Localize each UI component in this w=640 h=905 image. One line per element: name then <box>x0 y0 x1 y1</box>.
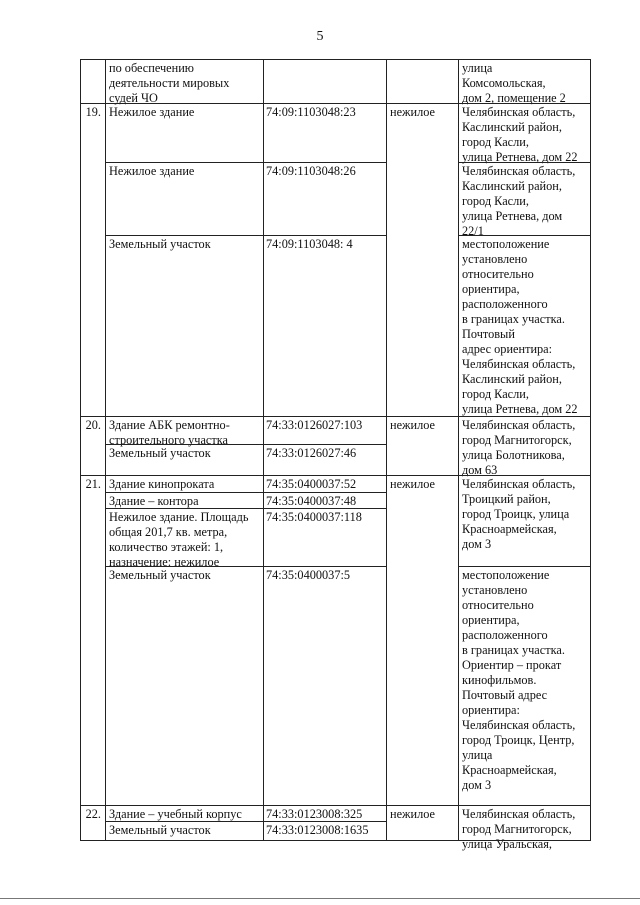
table-rule <box>458 566 591 567</box>
table-rule <box>80 59 591 60</box>
column-rule <box>263 59 264 840</box>
page-number: 5 <box>316 29 324 44</box>
table-rule <box>458 235 591 236</box>
table-rule <box>105 566 387 567</box>
object-name-cell: Земельный участок <box>109 237 211 251</box>
table-rule <box>105 162 387 163</box>
column-rule <box>590 59 591 840</box>
table-rule <box>80 103 591 104</box>
cadastral-number-cell: 74:09:1103048: 4 <box>266 237 353 251</box>
address-cell: Челябинская область, Троицкий район, город Троицк, улица Красноармейская, дом 3 <box>462 477 576 551</box>
object-name-cell: Нежилое здание <box>109 164 195 178</box>
table-rule <box>105 235 387 236</box>
cadastral-number-cell: 74:33:0126027:46 <box>266 446 357 460</box>
column-rule <box>80 59 81 840</box>
object-name-cell: Нежилое здание. Площадь общая 201,7 кв. метра, количество этажей: 1, назначение: нежилое <box>109 510 249 569</box>
object-name-cell: Здание – контора <box>109 494 199 508</box>
object-name-cell: по обеспечению деятельности мировых судей ЧО <box>109 61 230 105</box>
row-number-cell: 20. <box>85 418 101 432</box>
address-cell: Челябинская область, город Магнитогорск, улица Уральская, <box>462 807 576 851</box>
row-number-cell: 22. <box>85 807 101 821</box>
address-cell: Челябинская область, Каслинский район, город Касли, улица Ретнева, дом 22 <box>462 105 578 164</box>
object-type-cell: нежилое <box>390 105 436 119</box>
address-cell: местоположение установлено относительно ориентира, расположенного в границах участка. Почтовый адрес ориентира: Челябинская область, Каслинский район, город Касли, улица Ретнева, дом 22 <box>462 237 578 416</box>
cadastral-number-cell: 74:33:0126027:103 <box>266 418 363 432</box>
table-rule <box>105 492 387 493</box>
object-name-cell: Нежилое здание <box>109 105 195 119</box>
table-rule <box>80 416 591 417</box>
column-rule <box>105 59 106 840</box>
object-name-cell: Земельный участок <box>109 446 211 460</box>
cadastral-number-cell: 74:35:0400037:52 <box>266 477 357 491</box>
row-number-cell: 19. <box>85 105 101 119</box>
table-rule <box>80 840 591 841</box>
object-type-cell: нежилое <box>390 418 436 432</box>
object-name-cell: Здание – учебный корпус <box>109 807 242 821</box>
column-rule <box>386 59 387 840</box>
cadastral-number-cell: 74:09:1103048:26 <box>266 164 356 178</box>
address-cell: Челябинская область, Каслинский район, город Касли, улица Ретнева, дом 22/1 <box>462 164 576 238</box>
table-rule <box>105 444 387 445</box>
row-number-cell: 21. <box>85 477 101 491</box>
object-name-cell: Здание кинопроката <box>109 477 215 491</box>
object-type-cell: нежилое <box>390 477 436 491</box>
table-rule <box>105 821 387 822</box>
column-rule <box>458 59 459 840</box>
table-rule <box>80 805 591 806</box>
table-rule <box>458 162 591 163</box>
cadastral-number-cell: 74:33:0123008:1635 <box>266 823 369 837</box>
address-cell: Челябинская область, город Магнитогорск, улица Болотникова, дом 63 <box>462 418 576 477</box>
address-cell: улица Комсомольская, дом 2, помещение 2 <box>462 61 566 105</box>
cadastral-number-cell: 74:35:0400037:48 <box>266 494 357 508</box>
cadastral-number-cell: 74:09:1103048:23 <box>266 105 356 119</box>
cadastral-number-cell: 74:35:0400037:118 <box>266 510 362 524</box>
table-rule <box>80 475 591 476</box>
object-name-cell: Земельный участок <box>109 568 211 582</box>
bottom-rule <box>0 898 640 899</box>
object-type-cell: нежилое <box>390 807 436 821</box>
table-rule <box>105 508 387 509</box>
address-cell: местоположение установлено относительно ориентира, расположенного в границах участка. Ориентир – прокат кинофильмов. Почтовый адрес ориентира: Челябинская область, город Троицк, Центр, улица Красноармейская, дом 3 <box>462 568 576 792</box>
object-name-cell: Здание АБК ремонтно- строительного участка <box>109 418 230 447</box>
cadastral-number-cell: 74:33:0123008:325 <box>266 807 363 821</box>
cadastral-number-cell: 74:35:0400037:5 <box>266 568 351 582</box>
object-name-cell: Земельный участок <box>109 823 211 837</box>
